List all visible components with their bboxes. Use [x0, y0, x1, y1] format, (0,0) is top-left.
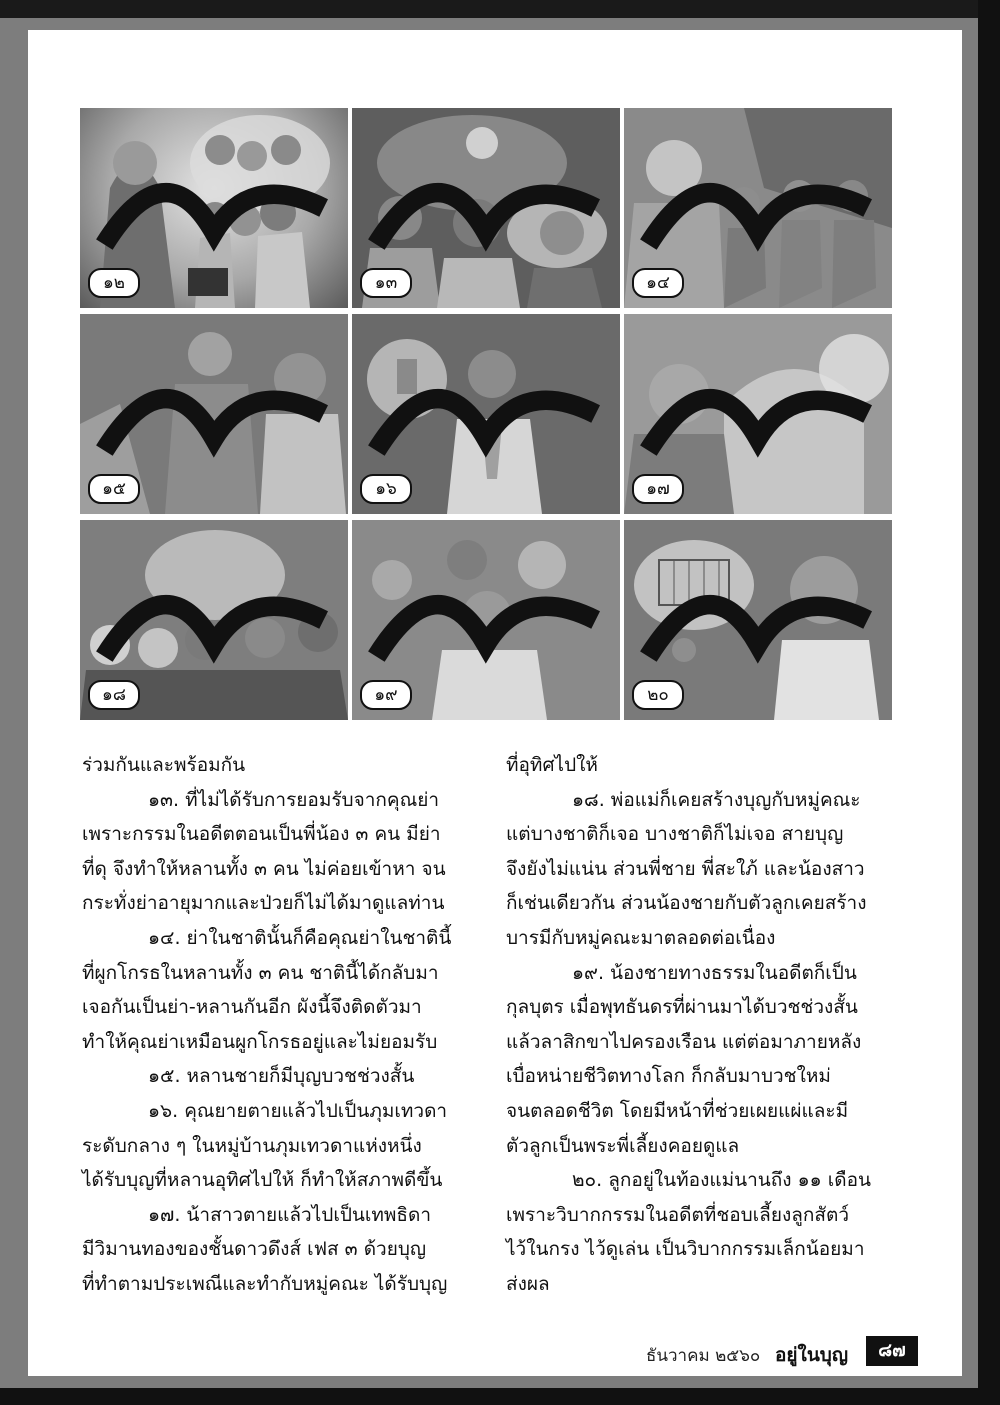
text-line: แต่บางชาติก็เจอ บางชาติก็ไม่เจอ สายบุญ: [506, 823, 844, 846]
text-line: ร่วมกันและพร้อมกัน: [82, 754, 246, 776]
text-line: กระทั่งย่าอายุมากและป่วยก็ไม่ได้มาดูแลท่าน: [82, 892, 445, 915]
magazine-name: อยู่ในบุญ: [775, 1344, 849, 1366]
artist-signature-icon: [624, 314, 892, 514]
right-text-column: [506, 748, 892, 1302]
illustration-panel-12: [80, 108, 348, 308]
illustration-panel-16: [352, 314, 620, 514]
artist-signature-icon: [80, 108, 348, 308]
illustration-panel-19: [352, 520, 620, 720]
text-line: ที่ผูกโกรธในหลานทั้ง ๓ คน ชาตินี้ได้กลับมา: [82, 961, 439, 984]
text-line: ๒๐. ลูกอยู่ในท้องแม่นานถึง ๑๑ เดือน: [572, 1169, 871, 1192]
artist-signature-icon: [80, 314, 348, 514]
text-line: กุลบุตร เมื่อพุทธันดรที่ผ่านมาได้บวชช่วงสั้น: [506, 996, 858, 1019]
text-line: ๑๓. ที่ไม่ได้รับการยอมรับจากคุณย่า: [148, 788, 440, 811]
text-line: ที่อุทิศไปให้: [506, 754, 598, 776]
text-line: ไว้ในกรง ไว้ดูเล่น เป็นวิบากกรรมเล็กน้อยมา: [506, 1238, 865, 1261]
text-line: จนตลอดชีวิต โดยมีหน้าที่ช่วยเผยแผ่และมี: [506, 1099, 849, 1122]
panel-number: ๑๙: [360, 680, 412, 710]
text-line: แล้วลาสิกขาไปครองเรือน แต่ต่อมาภายหลัง: [506, 1030, 862, 1053]
issue-date: ธันวาคม ๒๕๖๐: [646, 1346, 761, 1366]
text-line: ระดับกลาง ๆ ในหมู่บ้านภุมเทวดาแห่งหนึ่ง: [82, 1134, 422, 1157]
text-line: ๑๗. น้าสาวตายแล้วไปเป็นเทพธิดา: [148, 1203, 432, 1226]
text-line: ๑๘. พ่อแม่ก็เคยสร้างบุญกับหมู่คณะ: [572, 788, 861, 811]
artist-signature-icon: [352, 108, 620, 308]
panel-number: ๒๐: [632, 680, 684, 710]
text-line: ๑๖. คุณยายตายแล้วไปเป็นภุมเทวดา: [148, 1099, 448, 1122]
panel-number: ๑๔: [632, 268, 684, 298]
text-line: บารมีกับหมู่คณะมาตลอดต่อเนื่อง: [506, 926, 776, 949]
text-line: ที่ดุ จึงทำให้หลานทั้ง ๓ คน ไม่ค่อยเข้าหา จน: [82, 857, 446, 880]
illustration-panel-17: [624, 314, 892, 514]
illustration-panel-20: [624, 520, 892, 720]
text-line: ที่ทำตามประเพณีและทำกับหมู่คณะ ได้รับบุญ: [82, 1272, 448, 1295]
artist-signature-icon: [624, 520, 892, 720]
text-line: ๑๙. น้องชายทางธรรมในอดีตก็เป็น: [572, 961, 857, 984]
text-line: เพราะวิบากกรรมในอดีตที่ชอบเลี้ยงลูกสัตว์: [506, 1203, 849, 1226]
illustration-grid: [80, 108, 892, 720]
text-line: ๑๕. หลานชายก็มีบุญบวชช่วงสั้น: [148, 1065, 415, 1088]
page-footer: [600, 1336, 920, 1368]
text-line: เจอกันเป็นย่า-หลานกันอีก ผังนี้จึงติดตัวมา: [82, 996, 422, 1019]
panel-number: ๑๘: [88, 680, 140, 710]
illustration-panel-15: [80, 314, 348, 514]
artist-signature-icon: [352, 520, 620, 720]
text-line: ตัวลูกเป็นพระพี่เลี้ยงคอยดูแล: [506, 1134, 740, 1157]
text-line: ส่งผล: [506, 1272, 550, 1295]
panel-number: ๑๒: [88, 268, 140, 298]
text-line: จึงยังไม่แน่น ส่วนพี่ชาย พี่สะใภ้ และน้องสาว: [506, 857, 865, 880]
left-text-column: [82, 748, 468, 1302]
panel-number: ๑๕: [88, 474, 140, 504]
text-line: เพราะกรรมในอดีตตอนเป็นพี่น้อง ๓ คน มีย่า: [82, 823, 441, 846]
right-border: [978, 0, 1000, 1405]
panel-number: ๑๗: [632, 474, 684, 504]
page-number: ๘๗: [866, 1336, 918, 1366]
artist-signature-icon: [80, 520, 348, 720]
panel-number: ๑๖: [360, 474, 412, 504]
text-line: มีวิมานทองของชั้นดาวดึงส์ เฟส ๓ ด้วยบุญ: [82, 1238, 427, 1261]
text-line: ก็เช่นเดียวกัน ส่วนน้องชายกับตัวลูกเคยสร้าง: [506, 892, 867, 915]
bottom-border: [0, 1388, 1000, 1405]
text-line: ทำให้คุณย่าเหมือนผูกโกรธอยู่และไม่ยอมรับ: [82, 1030, 438, 1053]
artist-signature-icon: [624, 108, 892, 308]
text-line: เบื่อหน่ายชีวิตทางโลก ก็กลับมาบวชใหม่: [506, 1065, 831, 1088]
illustration-panel-14: [624, 108, 892, 308]
text-line: ได้รับบุญที่หลานอุทิศไปให้ ก็ทำให้สภาพดีขึ้น: [82, 1169, 443, 1192]
illustration-panel-13: [352, 108, 620, 308]
panel-number: ๑๓: [360, 268, 412, 298]
text-line: ๑๔. ย่าในชาตินั้นก็คือคุณย่าในชาตินี้: [148, 926, 452, 949]
illustration-panel-18: [80, 520, 348, 720]
artist-signature-icon: [352, 314, 620, 514]
